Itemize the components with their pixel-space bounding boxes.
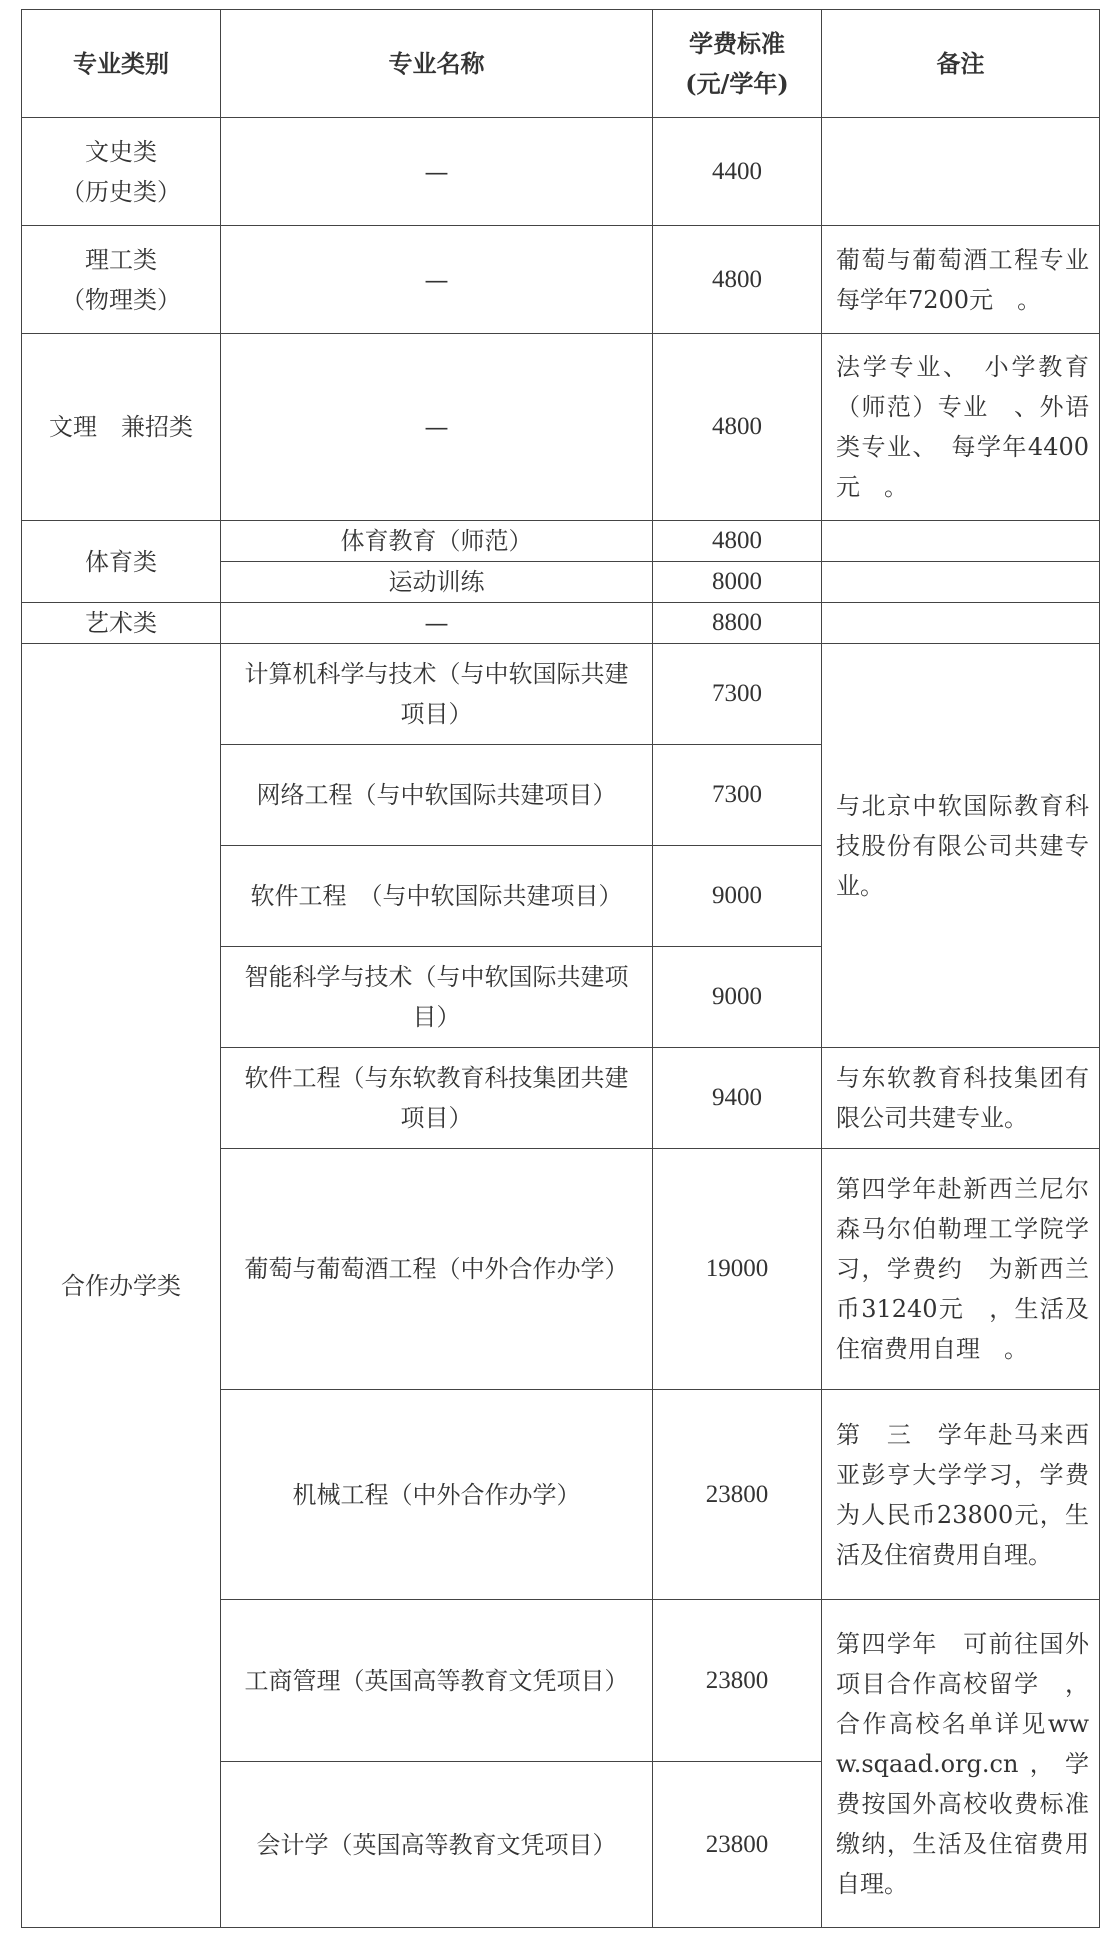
fee-cell: 7300 [653, 644, 822, 745]
category-cell: 理工类 （物理类） [22, 226, 221, 334]
note-cell: 第四学年 可前往国外 项目合作高校留学 ，合作高校名单详见www.sqaad.org.cn，学费按国外高校收费标准缴纳，生活及住宿费用自理。 [822, 1600, 1100, 1928]
note-cell: 与北京中软国际教育科技股份有限公司共建专业。 [822, 644, 1100, 1048]
fee-cell: 23800 [653, 1762, 822, 1928]
header-fee: 学费标准 (元/学年) [653, 10, 822, 118]
major-cell: 网络工程（与中软国际共建项目） [221, 745, 653, 846]
note-cell [822, 118, 1100, 226]
fee-cell: 8000 [653, 562, 822, 603]
major-cell: — [221, 118, 653, 226]
fee-cell: 9000 [653, 947, 822, 1048]
major-cell: 计算机科学与技术（与中软国际共建项目） [221, 644, 653, 745]
major-cell: — [221, 334, 653, 521]
fee-cell: 4800 [653, 226, 822, 334]
note-cell [822, 562, 1100, 603]
table-row [22, 644, 1100, 745]
fee-cell: 4800 [653, 521, 822, 562]
major-cell: 软件工程 （与中软国际共建项目） [221, 846, 653, 947]
note-cell: 葡萄与葡萄酒工程专业每学年7200元 。 [822, 226, 1100, 334]
category-cell: 文理 兼招类 [22, 334, 221, 521]
fee-cell: 23800 [653, 1390, 822, 1600]
note-cell: 第 三 学年赴马来西亚彭亨大学学习，学费为人民币23800元，生活及住宿费用自理。 [822, 1390, 1100, 1600]
tuition-fee-table [21, 9, 1113, 1928]
header-major: 专业名称 [221, 10, 653, 118]
major-cell: 软件工程（与东软教育科技集团共建项目） [221, 1048, 653, 1149]
major-cell: — [221, 603, 653, 644]
note-cell: 法学专业、 小学教育（师范）专业 、外语类专业、 每学年4400元 。 [822, 334, 1100, 521]
major-cell: 工商管理（英国高等教育文凭项目） [221, 1600, 653, 1762]
table-row [22, 603, 1100, 644]
category-cell: 文史类 （历史类） [22, 118, 221, 226]
table-header-row [22, 10, 1100, 118]
note-cell: 与东软教育科技集团有限公司共建专业。 [822, 1048, 1100, 1149]
fee-cell: 4800 [653, 334, 822, 521]
table-row [22, 521, 1100, 562]
table-row [22, 226, 1100, 334]
header-category: 专业类别 [22, 10, 221, 118]
table-row [22, 118, 1100, 226]
major-cell: 会计学（英国高等教育文凭项目） [221, 1762, 653, 1928]
category-cell: 体育类 [22, 521, 221, 603]
fee-cell: 8800 [653, 603, 822, 644]
major-cell: 运动训练 [221, 562, 653, 603]
fee-cell: 9400 [653, 1048, 822, 1149]
major-cell: 机械工程（中外合作办学） [221, 1390, 653, 1600]
table-row [22, 334, 1100, 521]
note-cell: 第四学年赴新西兰尼尔森马尔伯勒理工学院学习，学费约 为新西兰币31240元 ，生活及住宿费用自理 。 [822, 1149, 1100, 1390]
note-cell [822, 521, 1100, 562]
major-cell: 体育教育（师范） [221, 521, 653, 562]
fee-cell: 23800 [653, 1600, 822, 1762]
fee-cell: 7300 [653, 745, 822, 846]
category-cell: 艺术类 [22, 603, 221, 644]
header-note: 备注 [822, 10, 1100, 118]
fee-cell: 9000 [653, 846, 822, 947]
fee-cell: 19000 [653, 1149, 822, 1390]
major-cell: 葡萄与葡萄酒工程（中外合作办学） [221, 1149, 653, 1390]
category-cell: 合作办学类 [22, 644, 221, 1928]
fee-cell: 4400 [653, 118, 822, 226]
major-cell: 智能科学与技术（与中软国际共建项目） [221, 947, 653, 1048]
major-cell: — [221, 226, 653, 334]
note-cell [822, 603, 1100, 644]
